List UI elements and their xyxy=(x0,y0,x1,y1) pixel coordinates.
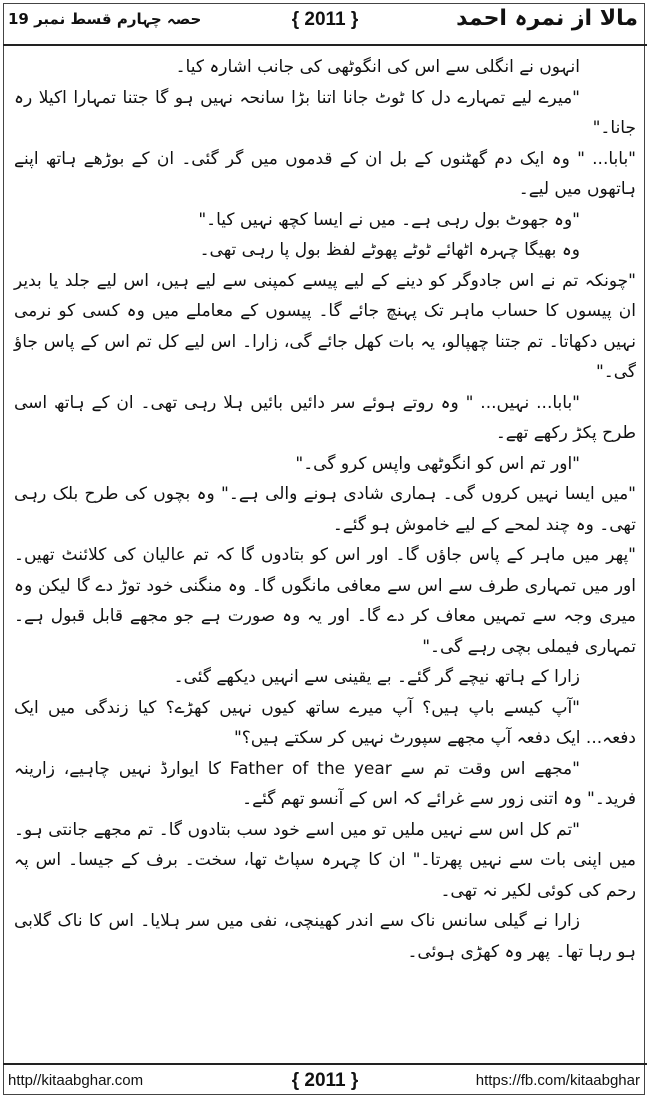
website-link[interactable]: http//kitaabghar.com xyxy=(8,1072,144,1089)
paragraph: "وہ جھوٹ بول رہی ہے۔ میں نے ایسا کچھ نہیں کیا۔" xyxy=(198,209,580,230)
novel-title: مالا از نمرہ احمد xyxy=(456,6,638,31)
paragraph: "بابا... نہیں... " وہ روتے ہوئے سر دائیں بائیں ہلا رہی تھی۔ ان کے ہاتھ اسی طرح پکڑ رکھے تھے۔ xyxy=(14,392,636,443)
paragraph: "آپ کیسے باپ ہیں؟ آپ میرے ساتھ کیوں نہیں کھڑے؟ کیا زندگی میں ایک دفعہ... ایک دفعہ آپ مجھے سپورٹ نہیں کر سکتے ہیں؟" xyxy=(14,697,636,748)
footer-year: { 2011 } xyxy=(291,1070,359,1091)
header-year: { 2011 } xyxy=(291,9,359,30)
paragraph: "اور تم اس کو انگوٹھی واپس کرو گی۔" xyxy=(295,453,580,474)
paragraph: وہ بھیگا چہرہ اٹھائے ٹوٹے پھوٹے لفظ بول پا رہی تھی۔ xyxy=(199,240,580,260)
paragraph: زارا نے گیلی سانس ناک سے اندر کھینچی، نفی میں سر ہلایا۔ اس کا ناک گلابی ہو رہا تھا۔ پھر وہ کھڑی ہوئی۔ xyxy=(14,911,636,962)
page-footer xyxy=(0,1064,650,1100)
paragraph: "مجھے اس وقت تم سے Father of the year کا ایوارڈ نہیں چاہیے، زارینہ فرید۔" وہ اتنی زور سے غرائے کہ اس کے آنسو تھم گئے۔ xyxy=(14,758,636,809)
paragraph: زارا کے ہاتھ نیچے گر گئے۔ بے یقینی سے انہیں دیکھے گئی۔ xyxy=(173,667,580,687)
paragraph: "میں ایسا نہیں کروں گی۔ ہماری شادی ہونے والی ہے۔" وہ بچوں کی طرح بلک رہی تھی۔ وہ چند لمحے کے لیے خاموش ہو گئے۔ xyxy=(14,484,636,535)
paragraph: "پھر میں ماہر کے پاس جاؤں گا۔ اور اس کو بتادوں گا کہ تم عالیان کی کلائنٹ تھیں۔ اور میں تمہاری طرف سے اس سے معافی مانگوں گا۔ وہ منگنی خود توڑ دے گا لیکن وہ میری وجہ سے تمہیں معاف کر دے گا۔ اور یہ وہ صورت ہے جو مجھے قابل قبول ہے۔ تمہاری فیملی بچی رہے گی۔" xyxy=(14,545,636,657)
page-header xyxy=(0,0,650,44)
facebook-link[interactable]: https://fb.com/kitaabghar xyxy=(475,1072,640,1089)
paragraph: "میرے لیے تمہارے دل کا ٹوٹ جانا اتنا بڑا سانحہ نہیں ہو گا جتنا تمہارا اکیلا رہ جانا۔" xyxy=(14,87,636,138)
paragraph: "تم کل اس سے نہیں ملیں تو میں اسے خود سب بتادوں گا۔ تم مجھے جانتی ہو۔ میں اپنی بات سے نہیں پھرتا۔" ان کا چہرہ سپاٹ تھا، سخت۔ برف کے جیسا۔ اس پہ رحم کی کوئی لکیر نہ تھی۔ xyxy=(14,819,636,901)
paragraph: "بابا... " وہ ایک دم گھٹنوں کے بل ان کے قدموں میں گر گئی۔ ان کے بوڑھے ہاتھ اپنے ہاتھوں میں لیے۔ xyxy=(14,148,636,199)
part-number: حصہ چہارم قسط نمبر 19 xyxy=(8,10,202,28)
header-divider xyxy=(3,44,647,46)
page-body xyxy=(14,52,636,967)
paragraph: انہوں نے انگلی سے اس کی انگوٹھی کی جانب اشارہ کیا۔ xyxy=(175,57,580,77)
paragraph: "چونکہ تم نے اس جادوگر کو دینے کے لیے پیسے کمپنی سے لیے ہیں، اس لیے جلد یا بدیر ان پیسوں کا حساب ماہر تک پہنچ جائے گا۔ پیسوں کے معاملے میں وہ کسی کو نرمی نہیں دکھاتا۔ تم جتنا چھپالو، یہ بات کھل جائے گی، زارا۔ اس لیے کل تم اس کے پاس جاؤ گی۔" xyxy=(14,270,636,382)
